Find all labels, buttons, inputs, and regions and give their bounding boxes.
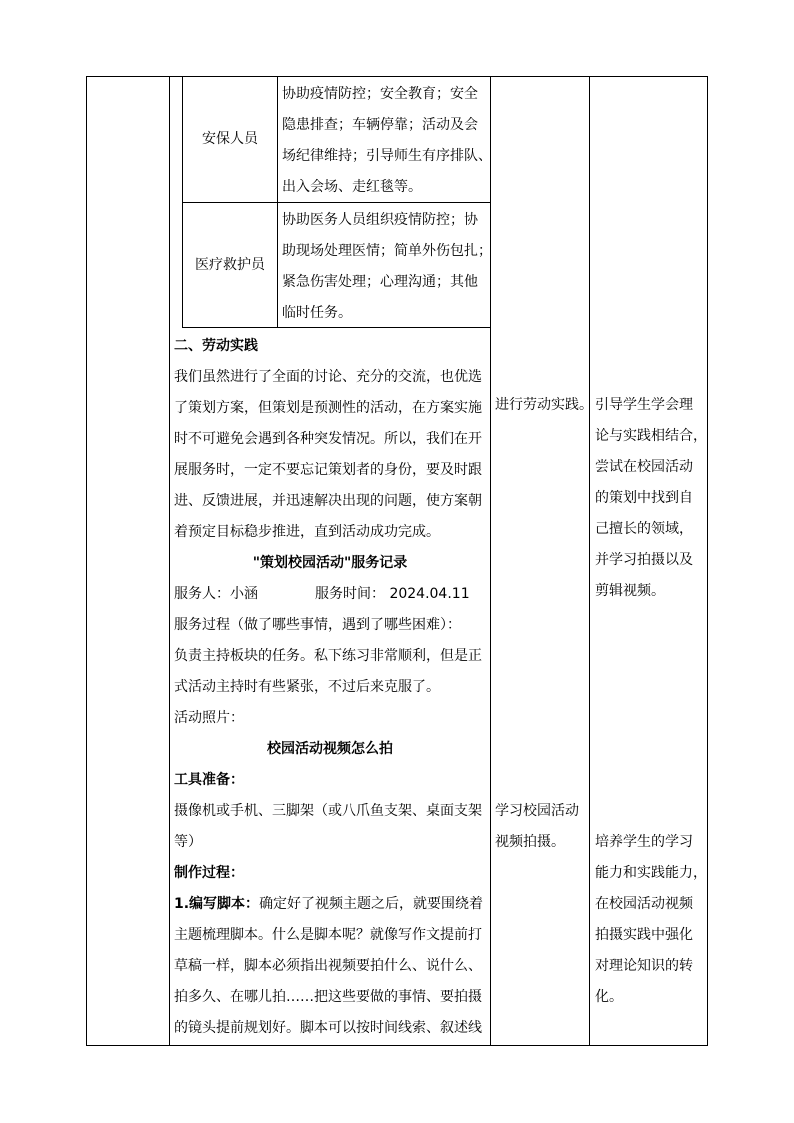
record-process-label: 服务过程（做了哪些事情，遇到了哪些困难）：: [174, 617, 461, 633]
section2-heading: 二、劳动实践: [174, 338, 258, 354]
video-title: 校园活动视频怎么拍: [267, 741, 393, 757]
outer-right-border: [707, 76, 708, 1046]
section2-para-line-1: 我们虽然进行了全面的讨论、充分的交流，也优选: [174, 369, 482, 385]
intent-1-line-4: 的策划中找到自: [595, 490, 693, 506]
record-time: 服务时间： 2024.04.11: [315, 586, 470, 602]
duty-medic-line-4: 临时任务。: [282, 305, 352, 321]
student-activity-2-line-1: 学习校园活动: [495, 803, 579, 819]
intent-2-line-5: 对理论知识的转: [595, 958, 693, 974]
step1-label: 1.编写脚本：: [174, 896, 260, 912]
duty-medic-line-3: 紧急伤害处理；心理沟通；其他: [282, 274, 478, 290]
outer-left-border: [86, 76, 87, 1046]
inner-table-bottom-border: [182, 327, 490, 328]
duty-security-line-1: 协助疫情防控；安全教育；安全: [282, 86, 478, 102]
intent-1-line-2: 论与实践相结合，: [595, 428, 707, 444]
student-activity-1: 进行劳动实践。: [495, 397, 593, 413]
duty-medic-line-2: 助现场处理医情；简单外伤包扎；: [282, 243, 492, 259]
intent-2-line-4: 拍摄实践中强化: [595, 927, 693, 943]
step1-line-4: 拍多久、在哪儿拍……把这些要做的事情、要拍摄: [174, 989, 482, 1005]
section2-para-line-5: 进、反馈进展，并迅速解决出现的问题，使方案朝: [174, 493, 482, 509]
record-process-line-1: 负责主持板块的任务。私下练习非常顺利，但是正: [174, 648, 482, 664]
col-divider-2: [490, 76, 491, 1046]
step1-first-text: 确定好了视频主题之后，就要围绕着: [259, 896, 484, 912]
step1-first-line: [174, 895, 483, 913]
duty-security-line-2: 隐患排查；车辆停靠；活动及会: [282, 117, 478, 133]
section2-para-line-3: 时不可避免会遇到各种突发情况。所以，我们在开: [174, 431, 482, 447]
tools-line-1: 摄像机或手机、三脚架（或八爪鱼支架、桌面支架: [174, 803, 482, 819]
outer-bottom-border: [86, 1045, 708, 1046]
student-activity-2-line-2: 视频拍摄。: [495, 834, 565, 850]
process-heading: 制作过程：: [174, 865, 244, 881]
duty-security-line-4: 出入会场、走红毯等。: [282, 179, 422, 195]
intent-2-line-2: 能力和实践能力，: [595, 865, 707, 881]
tools-heading: 工具准备：: [174, 772, 244, 788]
section2-para-line-4: 展服务时，一定不要忘记策划者的身份，要及时跟: [174, 462, 482, 478]
record-title: "策划校园活动"服务记录: [252, 555, 408, 571]
intent-2-line-1: 培养学生的学习: [595, 834, 693, 850]
intent-1-line-7: 剪辑视频。: [595, 583, 665, 599]
intent-1-line-5: 己擅长的领域，: [595, 521, 693, 537]
role-medic: 医疗救护员: [195, 257, 265, 273]
intent-1-line-3: 尝试在校园活动: [595, 459, 693, 475]
record-server: 服务人：小涵: [174, 586, 258, 602]
step1-line-3: 草稿一样，脚本必须指出视频要拍什么、说什么、: [174, 958, 482, 974]
duty-security-line-3: 场纪律维持；引导师生有序排队、: [282, 148, 492, 164]
record-process-line-2: 式活动主持时有些紧张，不过后来克服了。: [174, 679, 440, 695]
record-photo-label: 活动照片：: [174, 710, 244, 726]
intent-1-line-1: 引导学生学会理: [595, 397, 693, 413]
section2-para-line-6: 着预定目标稳步推进，直到活动成功完成。: [174, 524, 440, 540]
duty-medic-line-1: 协助医务人员组织疫情防控；协: [282, 212, 478, 228]
step1-line-5: 的镜头提前规划好。脚本可以按时间线索、叙述线: [174, 1020, 482, 1036]
col-divider-3: [589, 76, 590, 1046]
tools-line-2: 等）: [174, 834, 202, 850]
intent-2-line-6: 化。: [595, 989, 623, 1005]
intent-1-line-6: 并学习拍摄以及: [595, 552, 693, 568]
inner-row-divider: [182, 202, 490, 203]
intent-2-line-3: 在校园活动视频: [595, 896, 693, 912]
section2-para-line-2: 了策划方案，但策划是预测性的活动，在方案实施: [174, 400, 482, 416]
role-security: 安保人员: [202, 131, 258, 147]
step1-line-2: 主题梳理脚本。什么是脚本呢？就像写作文提前打: [174, 927, 482, 943]
outer-top-border: [86, 76, 708, 77]
